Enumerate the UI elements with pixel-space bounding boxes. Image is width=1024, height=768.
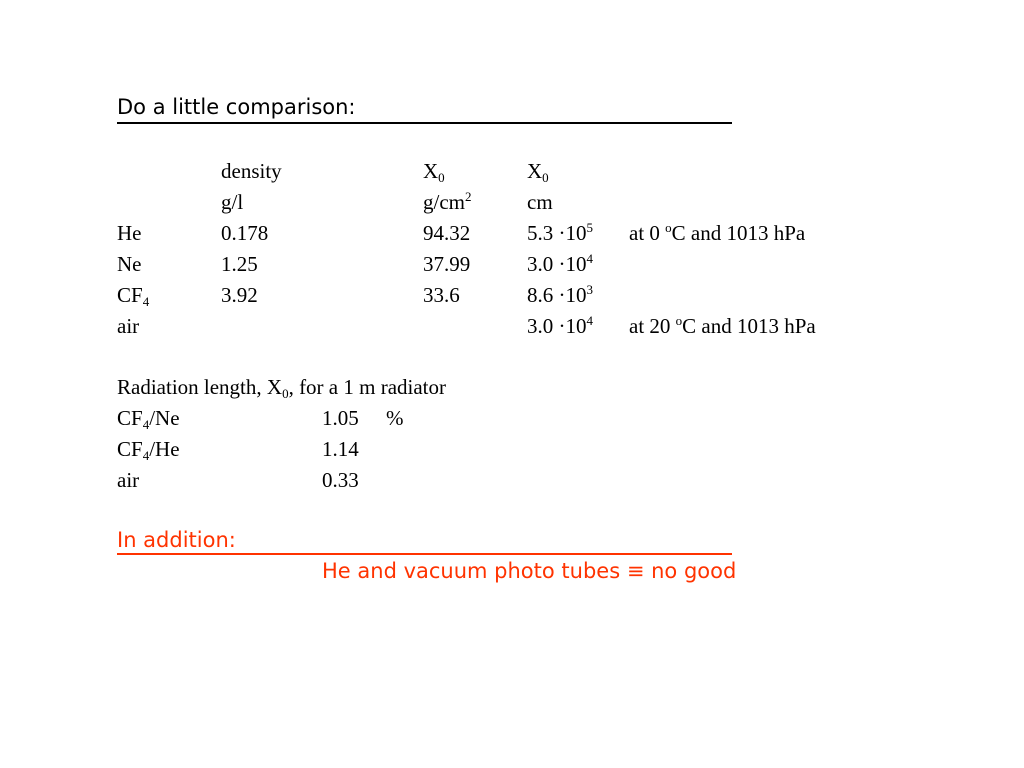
gas-name: He — [117, 221, 142, 245]
ratio-value: 1.14 — [322, 437, 359, 461]
condition-note: at 20 $^o$C and 1013 hPa — [629, 313, 816, 338]
header-x0-cm: $X_0$ — [527, 159, 549, 185]
density-value: 0.178 — [221, 221, 269, 245]
unit-x0-cm: cm — [527, 190, 553, 214]
ratio-label: $CF_4/Ne$ — [117, 406, 180, 432]
gas-name: Ne — [117, 252, 142, 276]
unit-density: g/l — [221, 190, 244, 214]
ratio-unit: % — [386, 406, 404, 430]
gas-name: $CF_4$ — [117, 283, 150, 309]
x0-cm-value: $5.3 \cdot 10^5$ — [527, 220, 593, 245]
radiation-title: Radiation length, $X_0$, for a 1 m radiator — [117, 375, 447, 401]
x0-gcm-value: 94.32 — [423, 221, 471, 245]
unit-x0-gcm: $g/cm^2$ — [423, 189, 472, 214]
ratio-value: 0.33 — [322, 468, 359, 492]
condition-note: at 0 $^o$C and 1013 hPa — [629, 220, 806, 245]
addition-heading: In addition: — [117, 528, 236, 552]
ratio-value: 1.05 — [322, 406, 359, 430]
density-value: 1.25 — [221, 252, 258, 276]
header-x0-gcm: $X_0$ — [423, 159, 445, 185]
gas-name: air — [117, 314, 140, 338]
title-underline — [117, 122, 732, 124]
ratio-label: $CF_4/He$ — [117, 437, 180, 463]
x0-cm-value: $8.6 \cdot 10^3$ — [527, 282, 593, 307]
x0-gcm-value: 33.6 — [423, 283, 460, 307]
addition-text: He and vacuum photo tubes ≡ no good — [322, 559, 737, 583]
equivalence-symbol: ≡ — [626, 559, 645, 583]
x0-cm-value: $3.0 \cdot 10^4$ — [527, 313, 593, 338]
addition-underline — [117, 553, 732, 555]
x0-gcm-value: 37.99 — [423, 252, 471, 276]
density-value: 3.92 — [221, 283, 258, 307]
header-density: density — [221, 159, 282, 183]
page-title: Do a little comparison: — [117, 95, 356, 119]
x0-cm-value: $3.0 \cdot 10^4$ — [527, 251, 593, 276]
ratio-label: air — [117, 468, 140, 492]
